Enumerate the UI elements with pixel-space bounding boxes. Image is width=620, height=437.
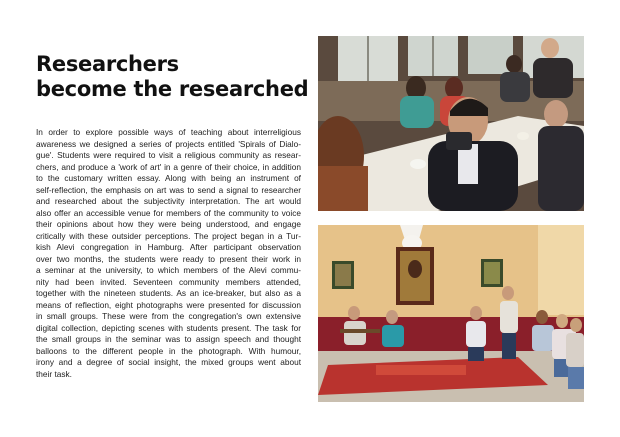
body-line: also offer an accessible venue for members of the community to voice [36,207,301,218]
title-line-2: become the researched [36,77,309,101]
body-line: critically with these outsider perceptions. The project began in a Tur- [36,230,301,241]
photo-congregation-hall-icon [318,225,584,402]
body-line: digital collection, depicting scenes with students present. The task for [36,322,301,333]
title-line-1: Researchers [36,52,179,76]
body-line: to the customary written essay. Along with being an instrument of [36,173,301,183]
body-line: a seminar at the university, to which members of the Alevi commu- [36,265,301,275]
body-line: kish Alevi congregation in Hamburg. After participant observation [36,242,301,252]
body-line: self-reflection, the emphasis on art was to send a signal to researcher [36,184,301,195]
body-line: their opinions about how they were being understood, and engage [36,219,301,229]
body-line: awareness we designed a series of projects entitled 'Spirals of Dialo- [36,138,301,149]
body-line: the small groups in the seminar was to assign speech and thought [36,334,301,344]
photo-congregation-hall [318,225,584,402]
body-line: together with the nineteen students. As an ice-breaker, but also as a [36,288,301,298]
body-line: gue'. Students were required to visit a religious community as resear- [36,150,301,160]
body-line: irony and a degree of social insight, the mixed groups went about [36,357,301,367]
article-body [36,127,301,380]
article-title [36,52,308,102]
body-line: their task. [36,368,72,379]
body-line: chers, and produce a 'work of art' in a genre of their choice, in addition [36,161,301,172]
body-line: over two months, the students were ready to present their work in [36,253,301,264]
photo-seminar-table-icon [318,36,584,211]
photo-seminar-table [318,36,584,211]
body-line: in small groups. These were from the congregation's own extensive [36,311,301,321]
body-line: and researched about the subjectivity interpretation. The art would [36,196,301,206]
body-line: In order to explore possible ways of teaching about interreligious [36,127,301,137]
body-line: balloons to the different people in the photograph. With humour, [36,345,301,356]
body-line: nity had been invited. Seventeen community members attended, [36,276,301,287]
body-line: means of reflection, eight photographs were presented for discussion [36,299,301,310]
